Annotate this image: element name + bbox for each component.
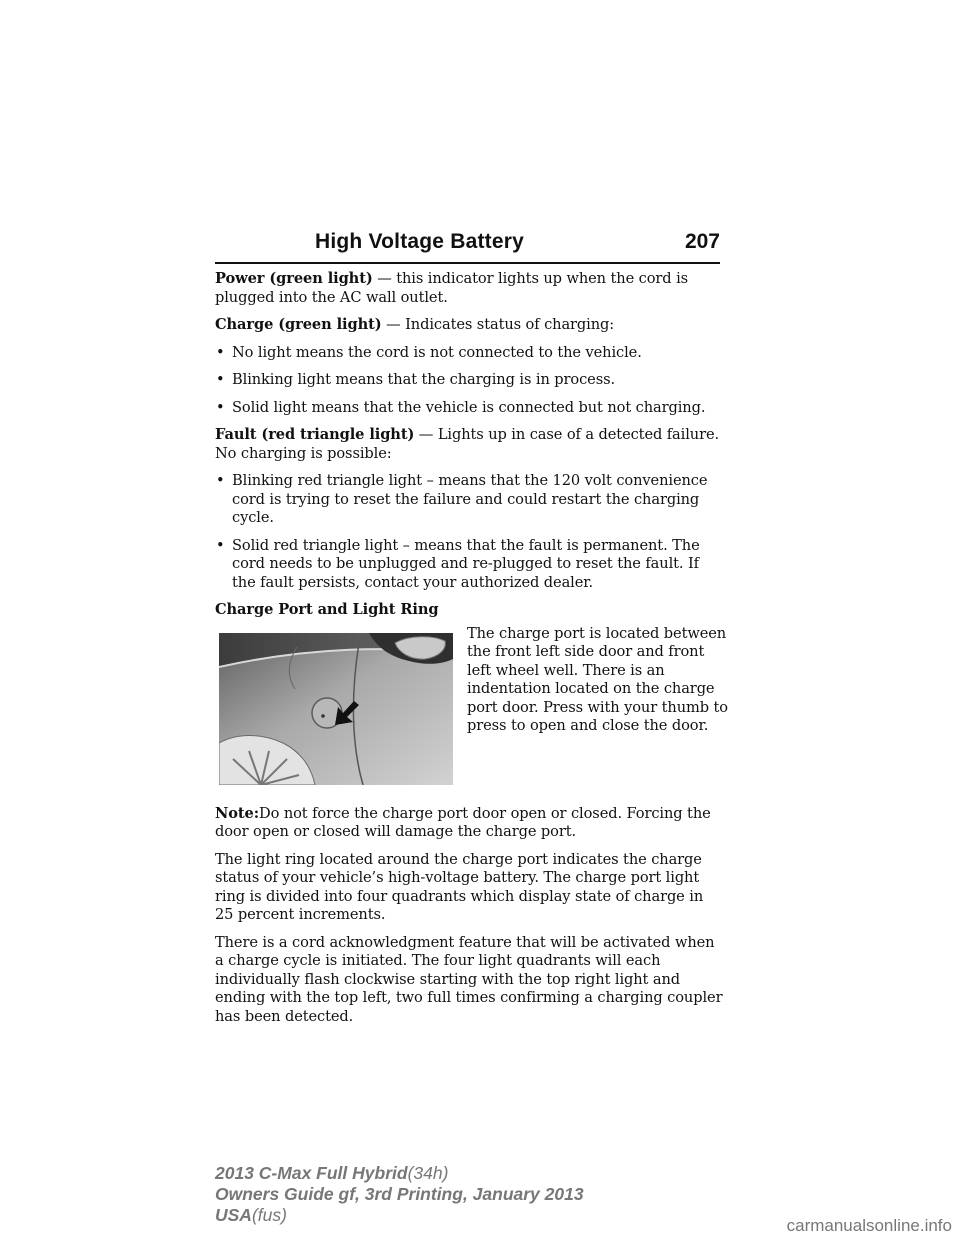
fault-text: — Lights up in case of a detected failure. No charging is possible: [215,426,720,462]
charge-term: Charge (green light) [215,316,382,333]
power-term: Power (green light) [215,270,373,287]
charge-port-illustration [219,633,453,785]
bullet-icon: • [216,536,225,554]
footer-country: USA [215,1205,252,1225]
footer-model-code: (34h) [407,1163,449,1183]
charge-paragraph [215,316,725,335]
cord-acknowledgment-paragraph: There is a cord acknowledgment feature that will be activated when a charge cycle is initiated. The four light quadrants will each individually flash clockwise starting with the top right light and ending with the top left, two full times confirming a charging coupler has been detected. [215,933,723,1025]
list-item [215,399,725,418]
charge-bullet-list [215,344,725,418]
footer-line-3 [215,1205,584,1226]
page-number: 207 [684,230,720,253]
bullet-text: Solid red triangle light – means that the fault is permanent. The cord needs to be unplugged and re-plugged to reset the fault. If the fault persists, contact your authorized dealer. [232,536,700,591]
power-paragraph [215,270,725,307]
bullet-text: No light means the cord is not connected to the vehicle. [232,343,642,361]
bullet-icon: • [216,343,225,361]
watermark: carmanualsonline.info [786,1216,952,1235]
page-content [215,270,728,1035]
note-text: Do not force the charge port door open or closed. Forcing the door open or closed will damage the charge port. [215,804,711,840]
charge-port-heading: Charge Port and Light Ring [215,601,439,618]
list-item [215,371,725,390]
list-item [215,472,725,528]
note-paragraph [215,805,725,842]
fault-bullet-list [215,472,725,592]
footer-line-1 [215,1163,584,1184]
document-footer [215,1163,584,1226]
bullet-text: Blinking light means that the charging is in process. [232,371,616,388]
bullet-icon: • [216,398,225,416]
footer-model: 2013 C-Max Full Hybrid [215,1163,408,1183]
fault-term: Fault (red triangle light) [215,426,415,443]
charge-port-figure-block [215,624,728,793]
note-label: Note: [215,804,259,822]
list-item [215,344,725,363]
list-item [215,537,725,593]
page-header [215,228,720,264]
footer-country-code: (fus) [251,1205,287,1225]
power-text: — this indicator lights up when the cord is plugged into the AC wall outlet. [215,270,689,306]
charge-port-description: The charge port is located between the front left side door and front left wheel well. There is an indentation located on the charge port door. Press with your thumb to press to open and close the door. [467,624,728,734]
light-ring-paragraph: The light ring located around the charge port indicates the charge status of your vehicle’s high-voltage battery. The charge port light ring is divided into four quadrants which display state of charge in 25 percent increments. [215,850,704,923]
charge-text: — Indicates status of charging: [381,316,615,333]
footer-line-2: Owners Guide gf, 3rd Printing, January 2013 [215,1184,584,1204]
section-title: High Voltage Battery [315,230,524,253]
bullet-icon: • [216,371,225,388]
fault-paragraph [215,426,725,463]
car-side-illustration [219,633,453,785]
bullet-icon: • [216,472,225,489]
bullet-text: Blinking red triangle light – means that the 120 volt convenience cord is trying to reset the failure and could restart the charging cycle. [232,472,708,526]
bullet-text: Solid light means that the vehicle is connected but not charging. [232,398,706,416]
